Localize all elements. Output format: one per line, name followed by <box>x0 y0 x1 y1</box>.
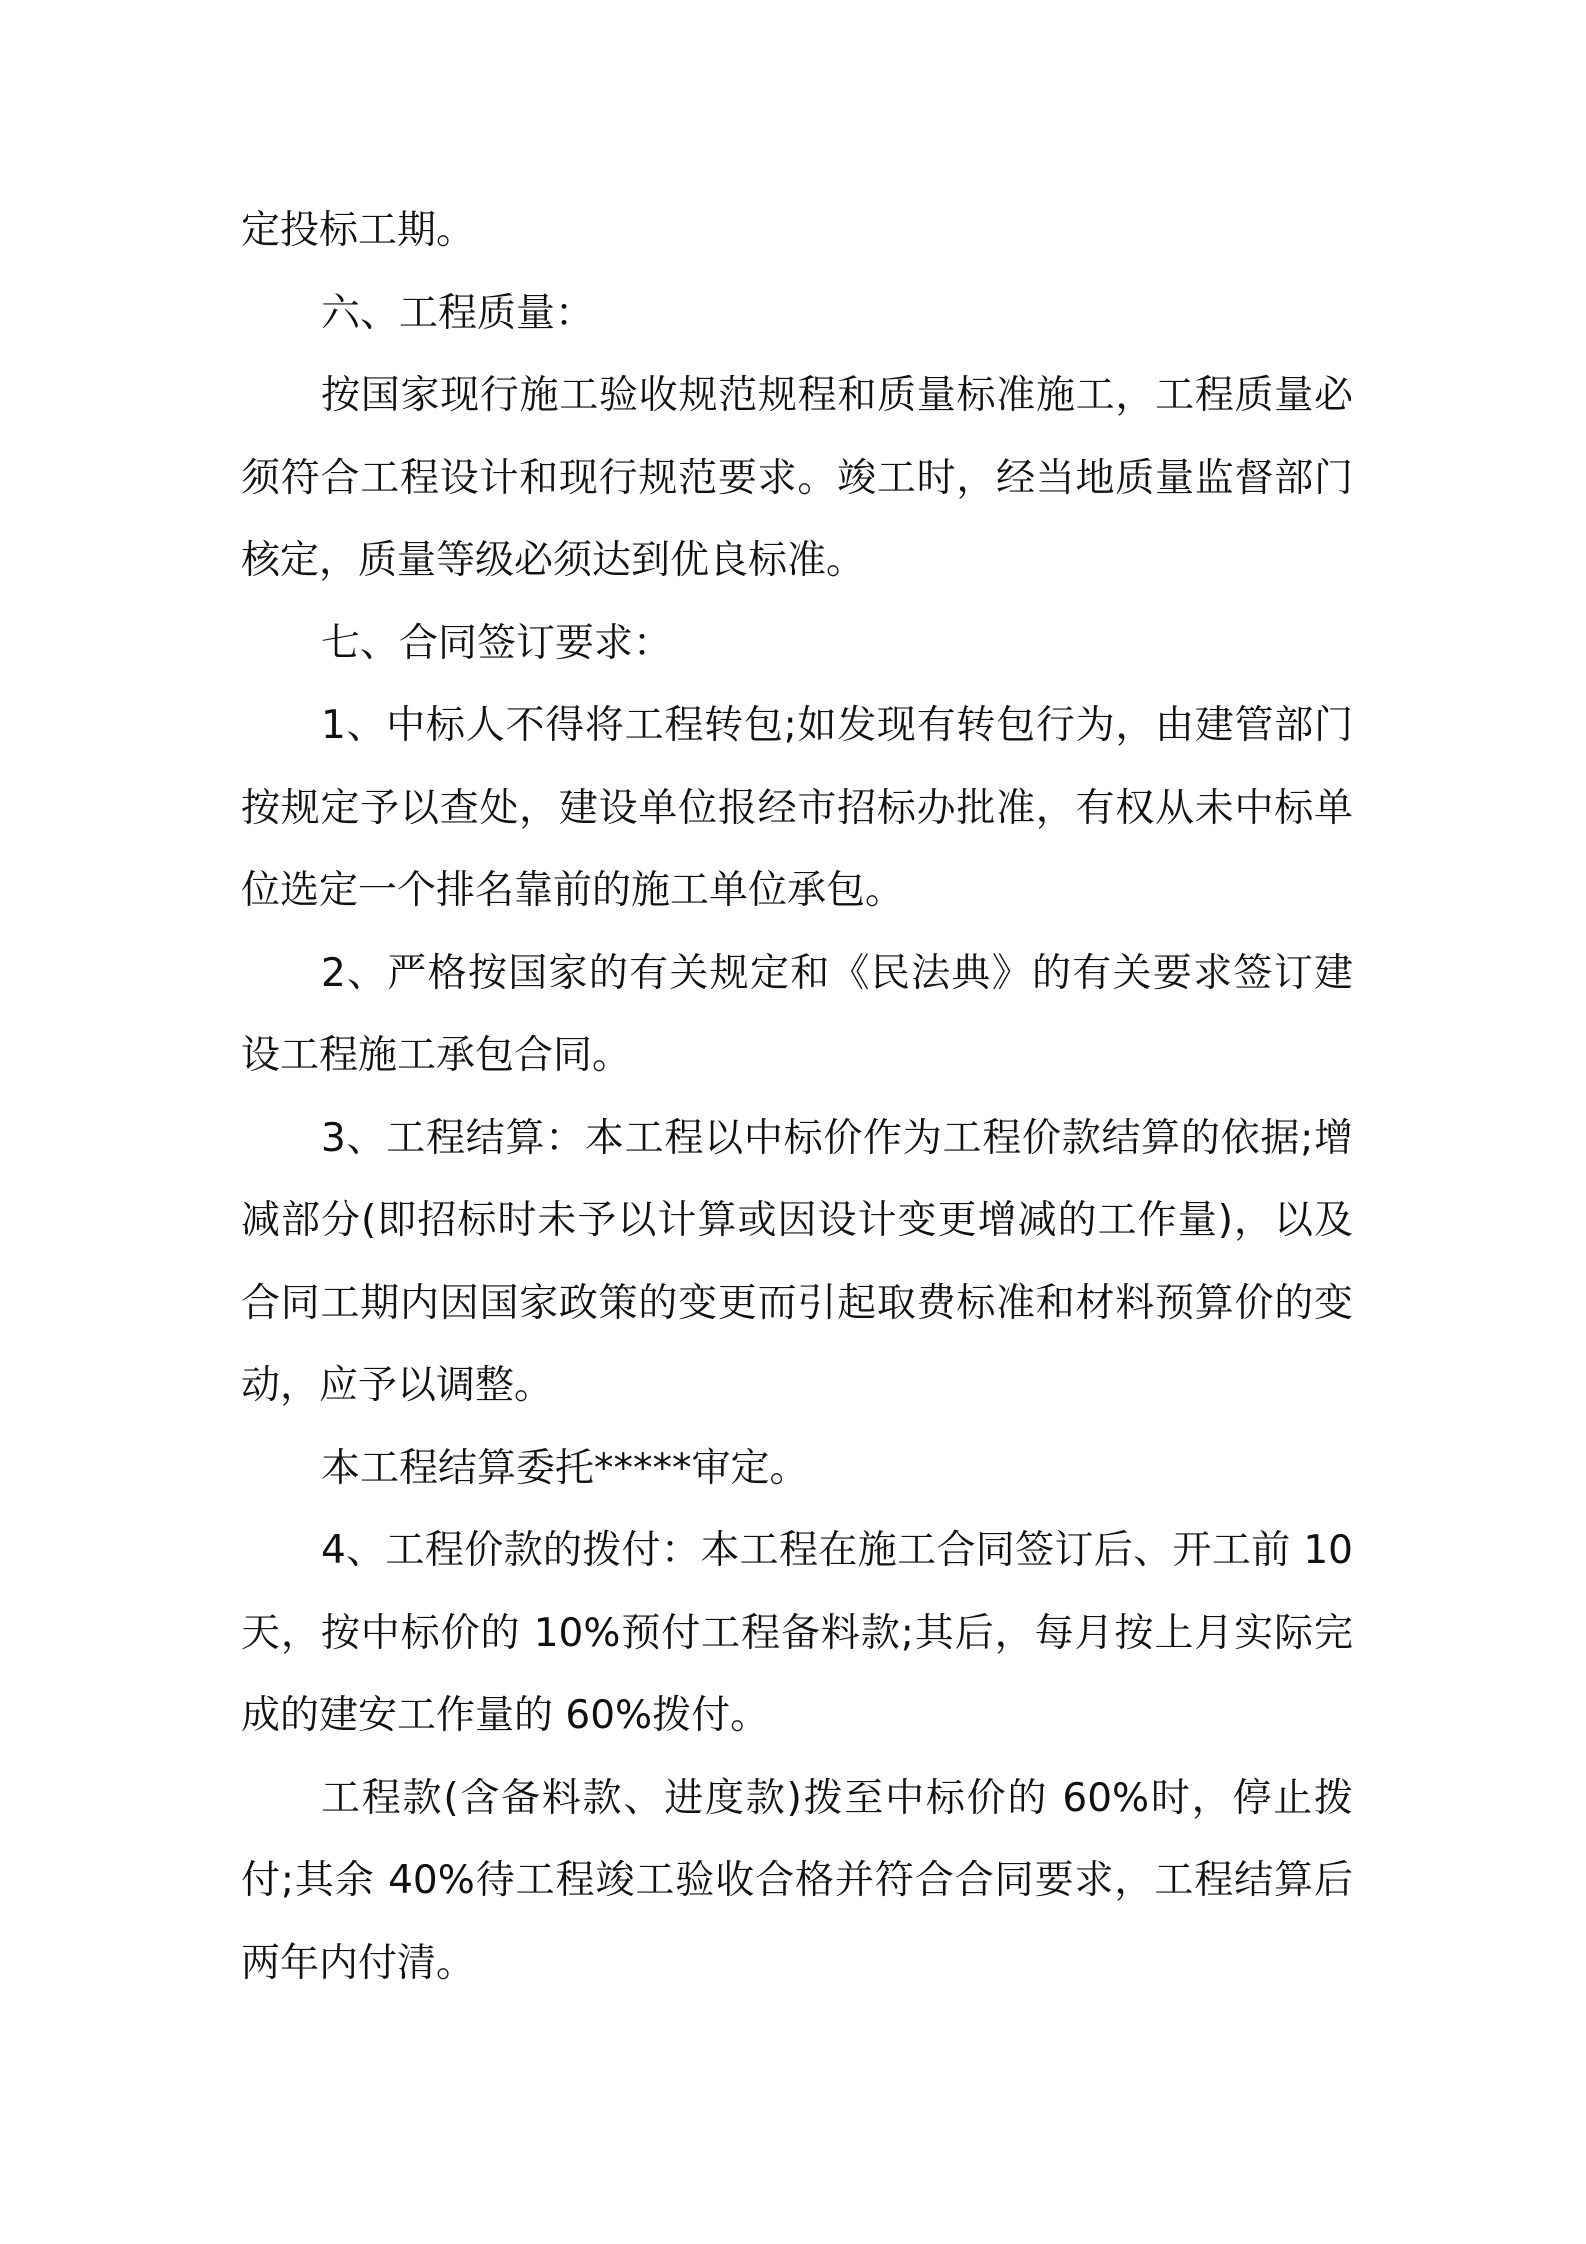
section-heading-contract: 七、合同签订要求： <box>321 620 673 666</box>
paragraph-continuation: 定投标工期。 <box>241 208 476 253</box>
clause-4-continued: 工程款(含备料款、进度款)拨至中标价的 60%时，停止拨付;其余 40%待工程竣工验收合格并符合合同要求，工程结算后两年内付清。 <box>241 1775 1353 1986</box>
clause-1: 1、中标人不得将工程转包;如发现有转包行为，由建管部门按规定予以查处，建设单位报经市招标办批准，有权从未中标单位选定一个排名靠前的施工单位承包。 <box>241 703 1353 913</box>
clause-3: 3、工程结算：本工程以中标价作为工程价款结算的依据;增减部分(即招标时未予以计算或因设计变更增减的工作量)，以及合同工期内因国家政策的变更而引起取费标准和材料预算价的变动，应予以调整。 <box>241 1115 1353 1408</box>
clause-3-note: 本工程结算委托*****审定。 <box>321 1445 809 1491</box>
clause-2: 2、严格按国家的有关规定和《民法典》的有关要求签订建设工程施工承包合同。 <box>241 950 1353 1078</box>
paragraph-quality: 按国家现行施工验收规范规程和质量标准施工，工程质量必须符合工程设计和现行规范要求。竣工时，经当地质量监督部门核定，质量等级必须达到优良标准。 <box>241 373 1353 583</box>
document-body <box>241 190 1353 2005</box>
clause-4: 4、工程价款的拨付：本工程在施工合同签订后、开工前 10 天，按中标价的 10%预付工程备料款;其后，每月按上月实际完成的建安工作量的 60%拨付。 <box>241 1528 1353 1738</box>
section-heading-quality: 六、工程质量： <box>321 290 595 336</box>
